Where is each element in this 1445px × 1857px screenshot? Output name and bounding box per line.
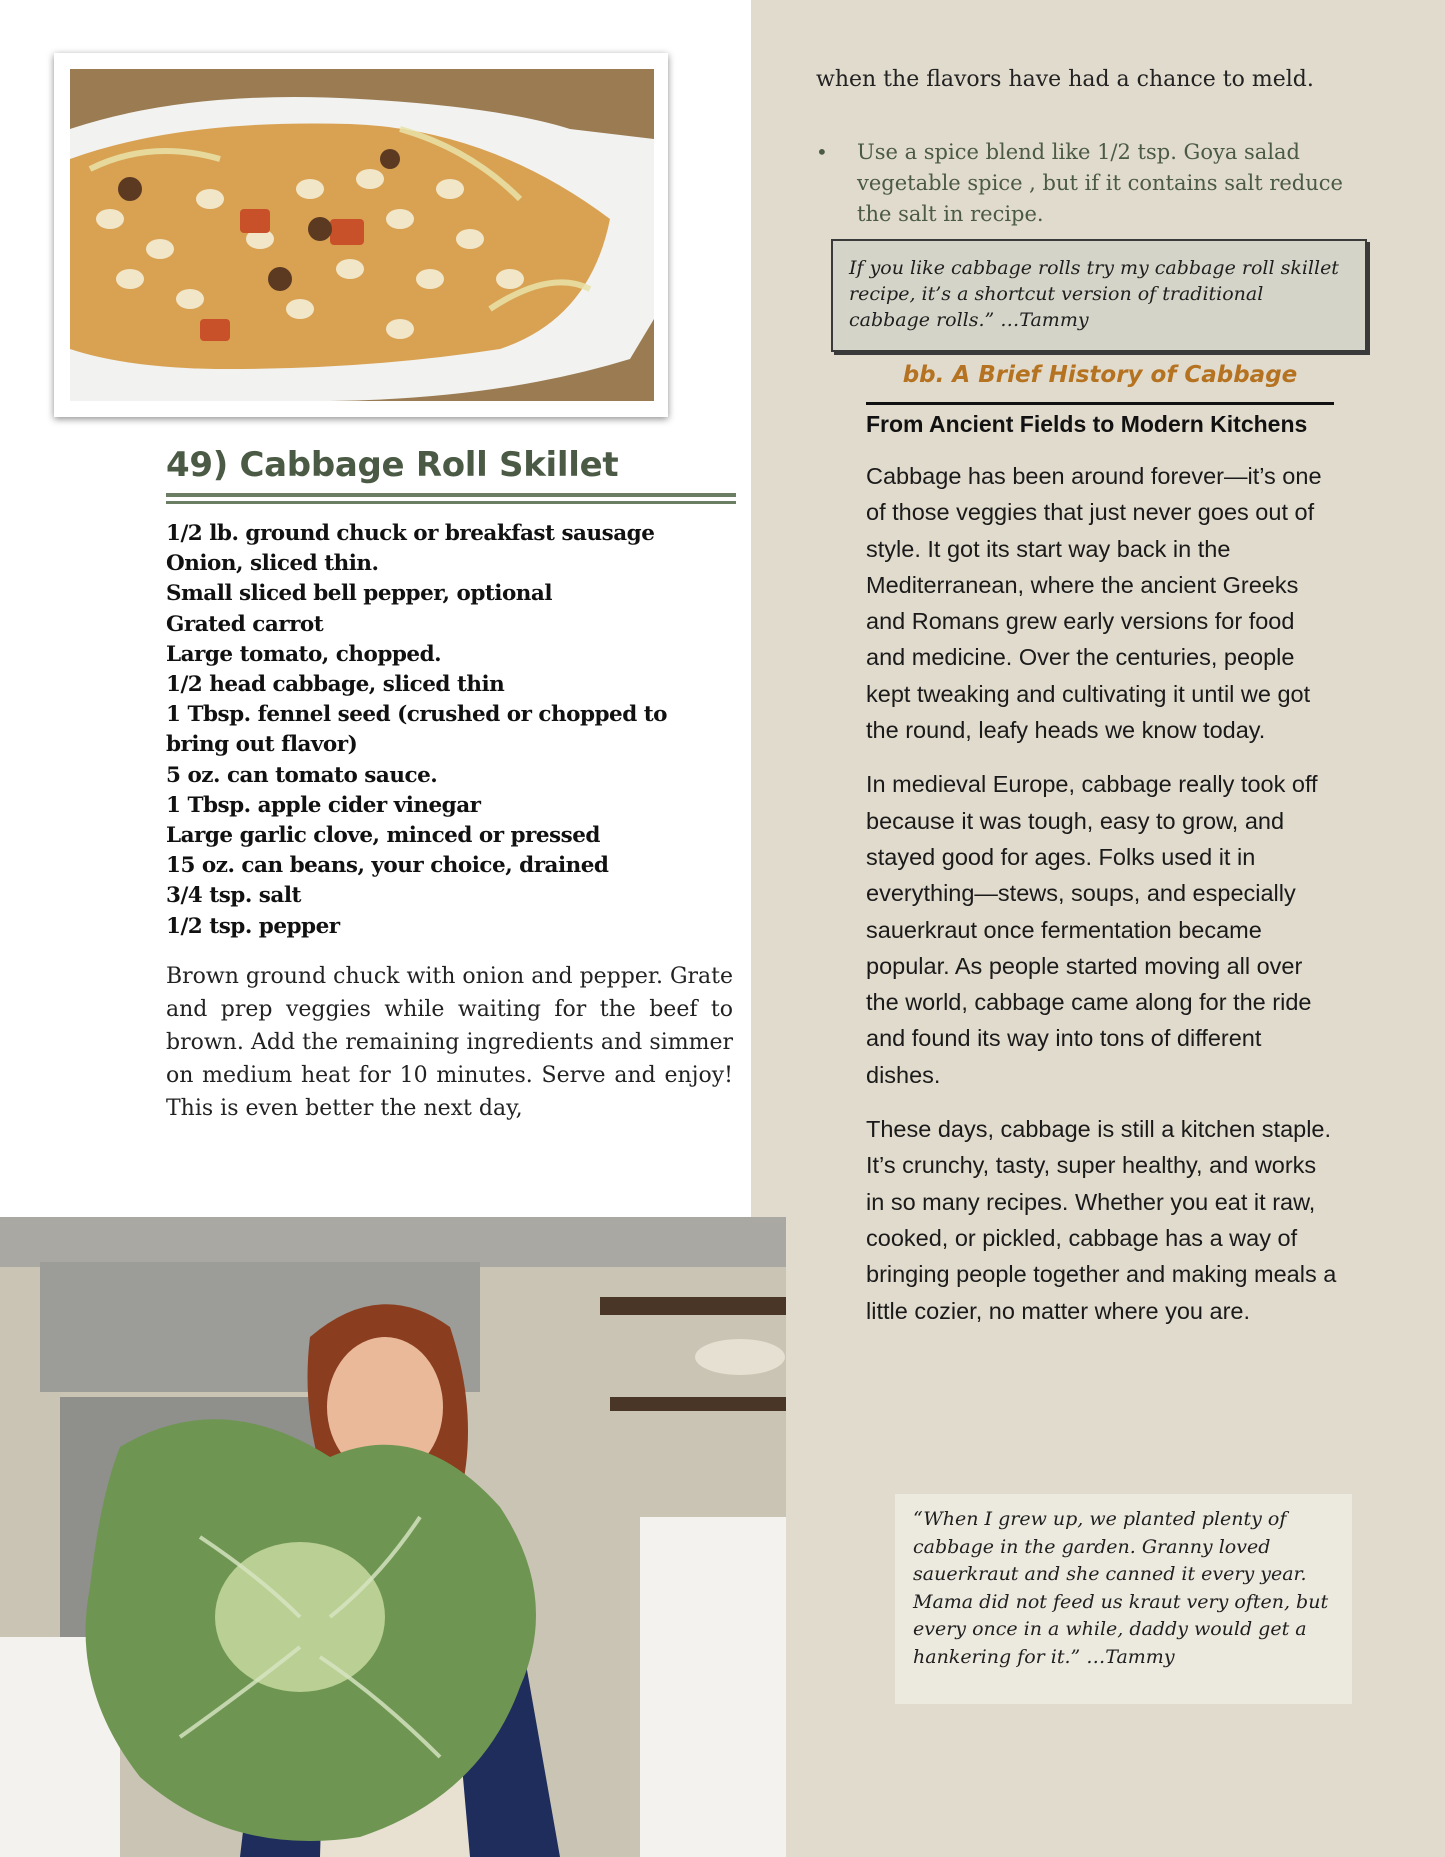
ingredient-item: Large garlic clove, minced or pressed (166, 823, 600, 849)
recipe-tips (816, 137, 1382, 230)
food-photo-image (70, 69, 654, 401)
title-divider-secondary (166, 501, 736, 504)
ingredient-item: 5 oz. can tomato sauce. (166, 762, 438, 788)
cabbage-roll-skillet-photo (54, 53, 668, 417)
tip-item (816, 137, 1382, 230)
cabbage-roll-callout: If you like cabbage rolls try my cabbage roll skillet recipe, it’s a shortcut version of traditional cabbage rolls.” …Tammy (831, 239, 1367, 352)
ingredient-item: 15 oz. can beans, your choice, drained (166, 853, 609, 879)
ingredient-item: 1 Tbsp. apple cider vinegar (166, 792, 481, 818)
ingredient-item: Onion, sliced thin. (166, 551, 379, 577)
history-paragraph: These days, cabbage is still a kitchen staple. It’s crunchy, tasty, super healthy, and works in so many recipes. Whether you eat it raw, cooked, or pickled, cabbage has a way of bringing people together and making meals a little cozier, no matter where you are. (866, 1116, 1337, 1324)
tammy-quote: “When I grew up, we planted plenty of cabbage in the garden. Granny loved sauerkraut and she canned it every year. Mama did not feed us kraut very often, but every once in a while, daddy would get a hankering for it.” …Tammy (895, 1494, 1352, 1704)
history-heading: bb. A Brief History of Cabbage (902, 362, 1298, 388)
history-divider (866, 402, 1334, 405)
history-body (866, 458, 1340, 1347)
ingredient-item: Grated carrot (166, 611, 324, 637)
ingredient-item: 1/2 tsp. pepper (166, 913, 340, 939)
ingredient-item: 1/2 lb. ground chuck or breakfast sausage (166, 521, 655, 546)
recipe-directions: Brown ground chuck with onion and pepper. Grate and prep veggies while waiting for the beef to brown. Add the remaining ingredients and simmer on medium heat for 10 minutes. Serve and enjoy! This is even better the next day, (166, 964, 734, 1121)
history-subheading: From Ancient Fields to Modern Kitchens (866, 411, 1308, 437)
ingredient-item: 1/2 head cabbage, sliced thin (166, 672, 505, 698)
title-divider (166, 493, 736, 497)
ingredient-item: Small sliced bell pepper, optional (166, 581, 553, 607)
recipe-title: 49) Cabbage Roll Skillet (166, 445, 619, 485)
ingredients-list (166, 519, 736, 942)
ingredient-item: 1 Tbsp. fennel seed (crushed or chopped to bring out flavor) (166, 702, 667, 758)
bullet-icon: • (816, 140, 828, 164)
tip-text: Use a spice blend like 1/2 tsp. Goya salad vegetable spice , but if it contains salt reduce the salt in recipe. (857, 140, 1343, 226)
recipe-directions-continued: when the flavors have had a chance to meld. (816, 67, 1314, 92)
cook-holding-cabbage-photo (0, 1217, 786, 1857)
ingredient-item: Large tomato, chopped. (166, 641, 442, 667)
history-paragraph: Cabbage has been around forever—it’s one of those veggies that just never goes out of style. It got its start way back in the Mediterranean, where the ancient Greeks and Romans grew early versions for food and medicine. Over the centuries, people kept tweaking and cultivating it until we got the round, leafy heads we know today. (866, 463, 1322, 744)
ingredient-item: 3/4 tsp. salt (166, 883, 301, 909)
history-paragraph: In medieval Europe, cabbage really took off because it was tough, easy to grow, and stayed good for ages. Folks used it in everything—stews, soups, and especially sauerkraut once fermentation became popular. As people started moving all over the world, cabbage came along for the ride and found its way into tons of different dishes. (866, 771, 1318, 1088)
